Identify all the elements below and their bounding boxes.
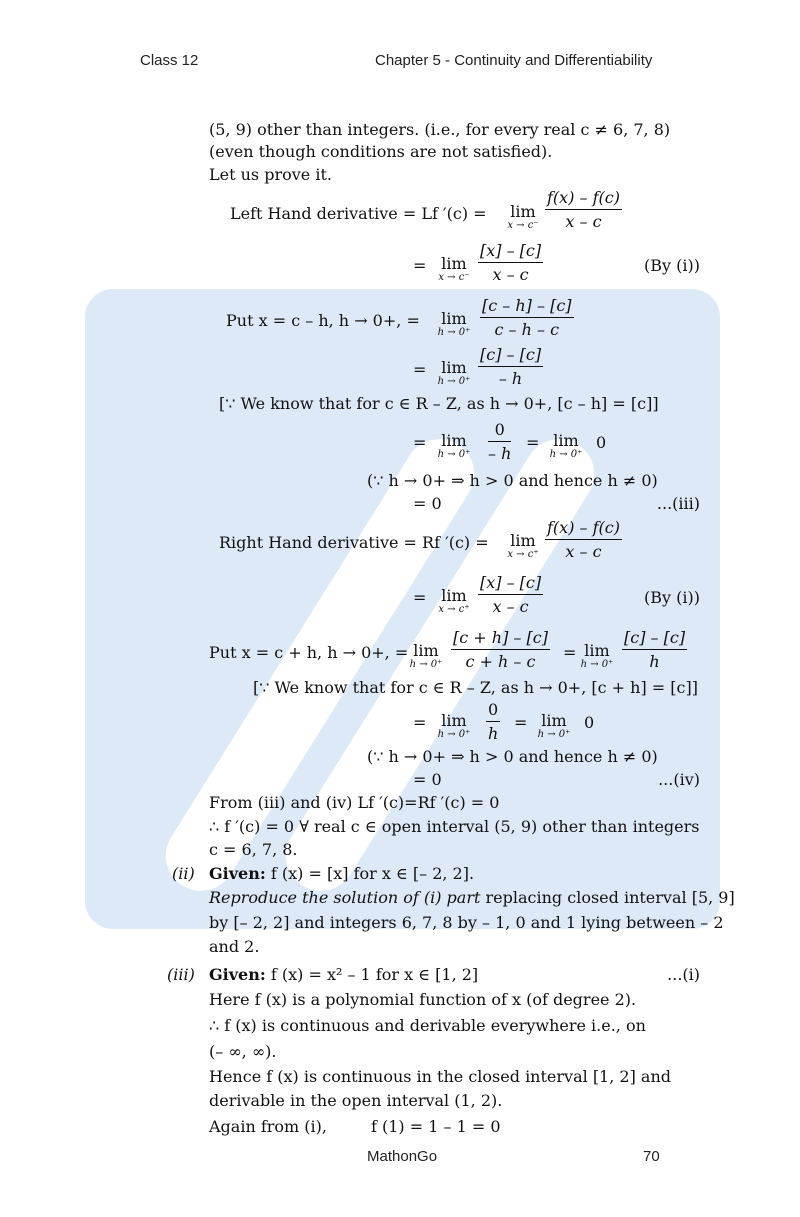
- limit-operator: lim h → 0⁺: [437, 358, 471, 387]
- justification-line: [∵ We know that for c ∈ R – Z, as h → 0+, [c – h] = [c]]: [219, 394, 659, 413]
- justification-line: [∵ We know that for c ∈ R – Z, as h → 0+, [c + h] = [c]]: [253, 678, 698, 697]
- limit-operator: lim h → 0⁺: [409, 641, 443, 670]
- text-line: Let us prove it.: [209, 165, 332, 184]
- limit-operator: lim x → c⁻: [438, 254, 470, 283]
- substitution-line: Put x = c – h, h → 0+, =: [226, 311, 420, 330]
- fraction: $\frac{[x] - [c]}{x - c}$: [480, 573, 542, 616]
- chapter-title: Chapter 5 - Continuity and Differentiability: [375, 52, 653, 69]
- text-line: and 2.: [209, 937, 260, 956]
- limit-operator: lim h → 0⁺: [537, 711, 571, 740]
- fraction: $\frac{0}{- h}$: [488, 420, 512, 463]
- text-line: (even though conditions are not satisfied).: [209, 142, 553, 161]
- text-line: Given: f (x) = x² – 1 for x ∈ [1, 2]: [209, 965, 479, 984]
- limit-operator: lim h → 0⁺: [580, 641, 614, 670]
- fraction: $\frac{[c - h] - [c]}{c - h - c}$: [482, 296, 572, 339]
- substitution-line: Put x = c + h, h → 0+, =: [209, 643, 409, 662]
- limit-value: 0: [596, 433, 607, 452]
- footer-brand: MathonGo: [367, 1148, 438, 1165]
- fraction: $\frac{0}{h}$: [487, 700, 499, 743]
- page-number: 70: [643, 1148, 660, 1165]
- fraction: $\frac{[x] - [c]}{x - c}$: [480, 241, 542, 284]
- equation-tag: ...(iii): [656, 494, 700, 513]
- fraction: $\frac{f(x) - f(c)}{x - c}$: [547, 188, 620, 231]
- rhd-label: Right Hand derivative = Rf ′(c) =: [219, 533, 489, 552]
- text-line: (– ∞, ∞).: [209, 1042, 277, 1061]
- limit-operator: lim h → 0⁺: [549, 431, 583, 460]
- equals-sign: =: [413, 713, 427, 732]
- text-line: f (1) = 1 – 1 = 0: [371, 1117, 501, 1136]
- justification-line: (∵ h → 0+ ⇒ h > 0 and hence h ≠ 0): [367, 471, 658, 490]
- reference-tag: (By (i)): [644, 588, 700, 607]
- result-zero: = 0: [413, 770, 442, 789]
- equals-sign: =: [563, 643, 577, 662]
- text-line: From (iii) and (iv) Lf ′(c)=Rf ′(c) = 0: [209, 793, 500, 812]
- text-line: Reproduce the solution of (i) part replacing closed interval [5, 9]: [209, 888, 735, 907]
- fraction: $\frac{[c] - [c]}{- h}$: [480, 345, 542, 388]
- equals-sign: =: [526, 433, 540, 452]
- equals-sign: =: [413, 256, 427, 275]
- equation-tag: ...(i): [667, 965, 700, 984]
- text-line: (5, 9) other than integers. (i.e., for every real c ≠ 6, 7, 8): [209, 120, 671, 139]
- class-label: Class 12: [140, 52, 199, 69]
- limit-operator: lim h → 0⁺: [437, 431, 471, 460]
- limit-operator: lim h → 0⁺: [437, 711, 471, 740]
- text-line: derivable in the open interval (1, 2).: [209, 1091, 503, 1110]
- equals-sign: =: [413, 588, 427, 607]
- text-line: Given: f (x) = [x] for x ∈ [– 2, 2].: [209, 864, 475, 883]
- lhd-label: Left Hand derivative = Lf ′(c) =: [230, 204, 487, 223]
- reference-tag: (By (i)): [644, 256, 700, 275]
- text-line: by [– 2, 2] and integers 6, 7, 8 by – 1, 0 and 1 lying between – 2: [209, 913, 724, 932]
- text-line: ∴ f ′(c) = 0 ∀ real c ∈ open interval (5, 9) other than integers: [209, 817, 700, 836]
- text-line: ∴ f (x) is continuous and derivable everywhere i.e., on: [209, 1016, 646, 1035]
- equals-sign: =: [413, 433, 427, 452]
- limit-operator: lim x → c⁺: [438, 586, 470, 615]
- text-line: Here f (x) is a polynomial function of x (of degree 2).: [209, 990, 637, 1009]
- limit-operator: lim x → c⁻: [507, 202, 539, 231]
- fraction: $\frac{f(x) - f(c)}{x - c}$: [547, 518, 620, 561]
- equation-tag: ...(iv): [658, 770, 700, 789]
- fraction: $\frac{[c] - [c]}{h}$: [624, 628, 686, 671]
- justification-line: (∵ h → 0+ ⇒ h > 0 and hence h ≠ 0): [367, 747, 658, 766]
- result-zero: = 0: [413, 494, 442, 513]
- text-line: c = 6, 7, 8.: [209, 840, 298, 859]
- fraction: $\frac{[c + h] - [c]}{c + h - c}$: [453, 628, 548, 671]
- equals-sign: =: [514, 713, 528, 732]
- part-number: (iii): [167, 965, 195, 984]
- limit-operator: lim x → c⁺: [507, 531, 539, 560]
- text-line: Again from (i),: [209, 1117, 327, 1136]
- text-line: Hence f (x) is continuous in the closed interval [1, 2] and: [209, 1067, 671, 1086]
- limit-value: 0: [584, 713, 595, 732]
- part-number: (ii): [172, 864, 195, 883]
- equals-sign: =: [413, 360, 427, 379]
- limit-operator: lim h → 0⁺: [437, 309, 471, 338]
